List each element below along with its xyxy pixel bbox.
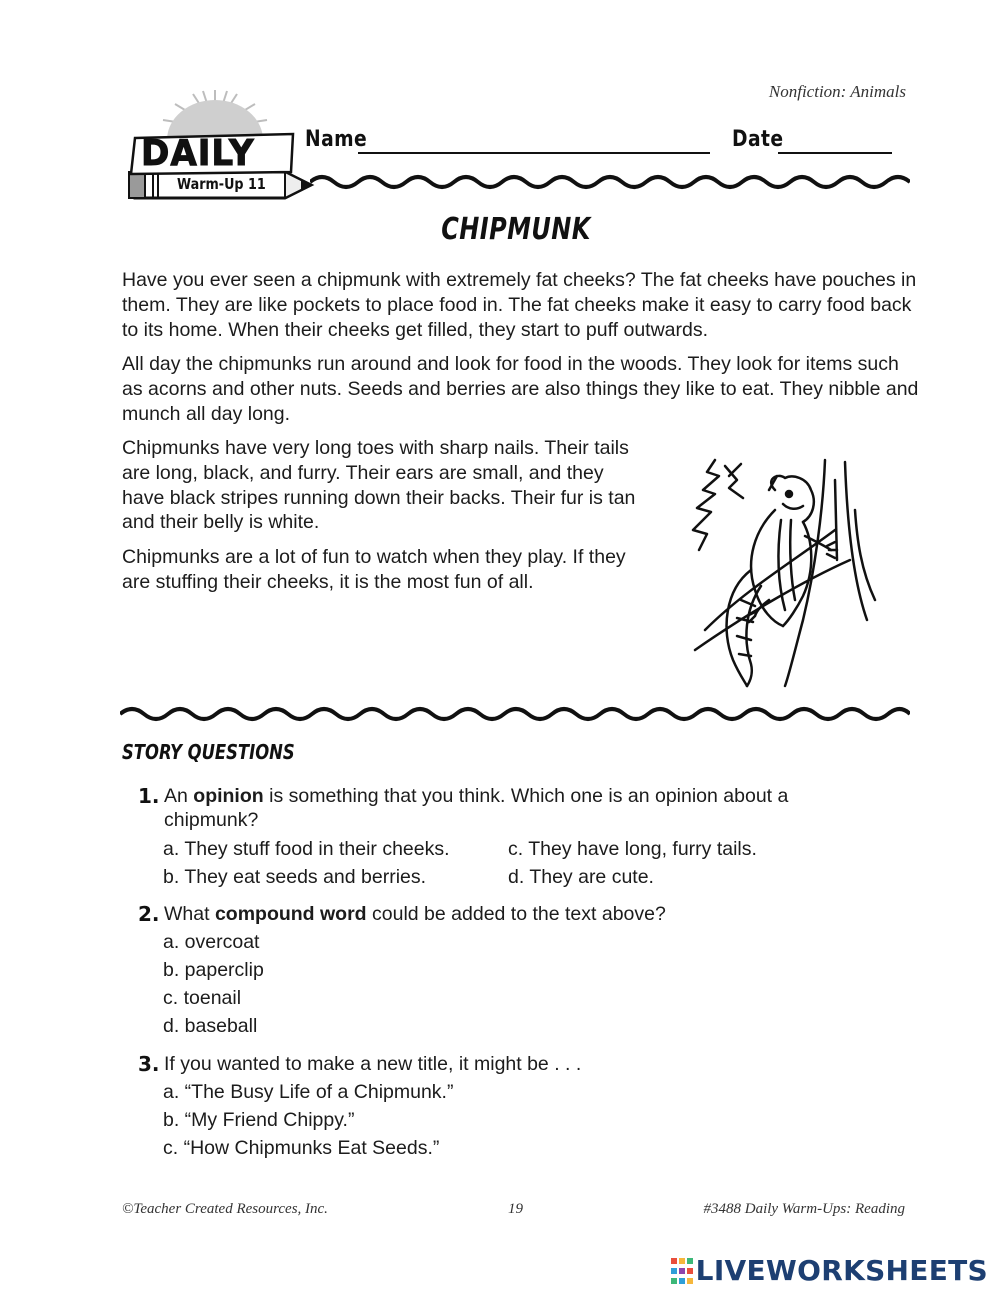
footer-copyright: ©Teacher Created Resources, Inc. <box>122 1201 328 1217</box>
question-number: 2. <box>138 902 160 926</box>
paragraph-4: Chipmunks are a lot of fun to watch when they play. If they are stuffing their cheeks, it is the most fun of all. <box>122 546 626 593</box>
question-2-option-b[interactable]: b. paperclip <box>163 959 264 981</box>
logo-warmup-number: Warm-Up 11 <box>177 175 266 193</box>
question-1-option-d[interactable]: d. They are cute. <box>508 866 654 888</box>
question-text: If you wanted to make a new title, it might be . . . <box>164 1053 582 1075</box>
page-title: CHIPMUNK <box>441 212 591 247</box>
question-2-option-c[interactable]: c. toenail <box>163 987 242 1009</box>
question-number: 1. <box>138 784 160 808</box>
category-label: Nonfiction: Animals <box>768 82 906 101</box>
question-text: What compound word could be added to the text above? <box>164 903 666 925</box>
liveworksheets-watermark <box>671 1254 988 1287</box>
question-3-option-b[interactable]: b. “My Friend Chippy.” <box>163 1109 355 1131</box>
question-text: An opinion is something that you think. Which one is an opinion about a chipmunk? <box>164 785 789 831</box>
question-2-option-a[interactable]: a. overcoat <box>163 931 260 953</box>
paragraph-1: Have you ever seen a chipmunk with extremely fat cheeks? The fat cheeks have pouches in them. They are like pockets to place food in. The fat cheeks make it easy to carry food back to its home. When their cheeks get filled, they start to puff outwards. <box>122 269 917 341</box>
paragraph-3: Chipmunks have very long toes with sharp nails. Their tails are long, black, and furry. Their ears are small, and they have black stripes running down their backs. Their fur is tan and their belly is white. <box>122 437 636 534</box>
date-field[interactable] <box>778 152 892 154</box>
liveworksheets-logo-icon <box>671 1258 693 1284</box>
top-wavy-divider <box>310 170 910 194</box>
question-3-option-c[interactable]: c. “How Chipmunks Eat Seeds.” <box>163 1137 440 1159</box>
footer-book-title: #3488 Daily Warm-Ups: Reading <box>703 1201 905 1217</box>
question-1-option-c[interactable]: c. They have long, furry tails. <box>508 838 757 860</box>
logo-word: DAILY <box>141 133 255 174</box>
name-label: Name <box>305 127 368 152</box>
question-3-option-a[interactable]: a. “The Busy Life of a Chipmunk.” <box>163 1081 454 1103</box>
date-label: Date <box>732 127 784 152</box>
question-2-option-d[interactable]: d. baseball <box>163 1015 258 1037</box>
section-wavy-divider <box>120 702 910 726</box>
story-questions-heading: STORY QUESTIONS <box>122 740 295 764</box>
watermark-text: LIVEWORKSHEETS <box>695 1254 988 1287</box>
question-1-option-a[interactable]: a. They stuff food in their cheeks. <box>163 838 450 860</box>
footer-page-number: 19 <box>508 1201 523 1217</box>
name-field[interactable] <box>358 152 710 154</box>
question-number: 3. <box>138 1052 160 1076</box>
daily-warmup-logo <box>125 88 315 203</box>
paragraph-2: All day the chipmunks run around and look for food in the woods. They look for items such as acorns and other nuts. Seeds and berries are also things they like to eat. They nibble and munch all day long. <box>122 353 919 425</box>
chipmunk-illustration <box>685 450 885 690</box>
question-1-option-b[interactable]: b. They eat seeds and berries. <box>163 866 427 888</box>
